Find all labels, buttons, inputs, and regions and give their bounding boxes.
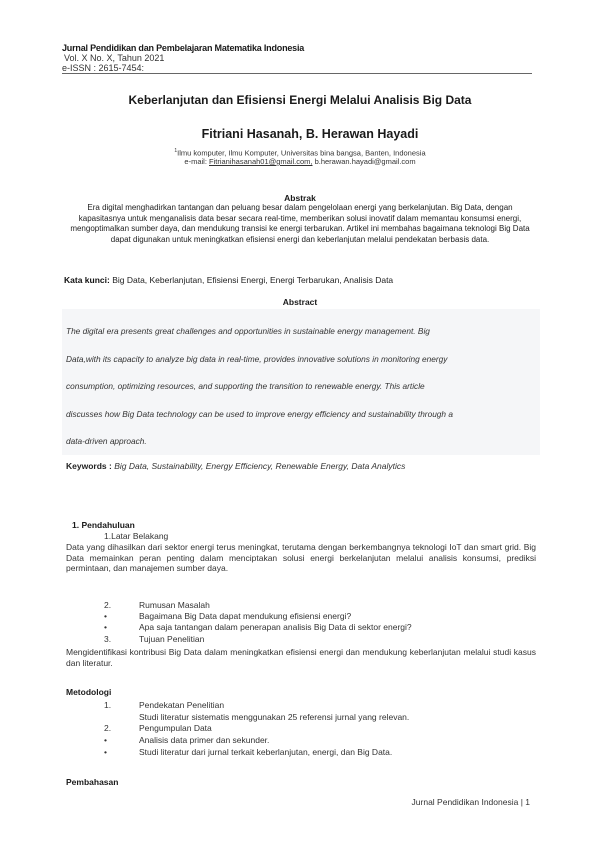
keywords [66, 461, 405, 471]
abstrak-body: Era digital menghadirkan tantangan dan peluang besar dalam pengelolaan energi yang berkelanjutan. Big Data, dengan kapasitasnya untuk menganalisis data besar secara real-time, memberikan solusi inovatif dalam memantau konsumsi energi, mengoptimalkan sumber daya, dan mendukung transisi ke energi terbarukan. Artikel ini membahas bagaimana teknologi Big Data dapat digunakan untuk meningkatkan efisiensi energi dan keberlanjutan melalui pendekatan berbasis data. [70, 203, 530, 244]
list-item: Analisis data primer dan sekunder. [139, 735, 270, 745]
kata-kunci-values: Big Data, Keberlanjutan, Efisiensi Energi, Energi Terbarukan, Analisis Data [109, 275, 394, 285]
abstract-body [66, 318, 540, 456]
list-item: Bagaimana Big Data dapat mendukung efisiensi energi? [139, 611, 352, 621]
email-2: b.herawan.hayadi@gmail.com [312, 157, 416, 166]
section-heading-pendahuluan: 1. Pendahuluan [72, 520, 135, 530]
paper-authors: Fitriani Hasanah, B. Herawan Hayadi [201, 127, 419, 141]
kata-kunci [64, 275, 393, 285]
bullet-icon: • [104, 747, 107, 757]
header-divider [62, 73, 532, 74]
journal-volume: Vol. X No. X, Tahun 2021 [64, 53, 165, 63]
subheading-latar-belakang: 1.Latar Belakang [104, 531, 169, 541]
author-emails [60, 157, 540, 166]
list-marker: 3. [104, 634, 112, 644]
list-marker: 1. [104, 700, 112, 710]
abstract-line: consumption, optimizing resources, and supporting the transition to renewable energy. This article [66, 381, 425, 391]
list-item-detail: Studi literatur sistematis menggunakan 25 referensi jurnal yang relevan. [139, 712, 410, 722]
affiliation-text: Ilmu komputer, Ilmu Komputer, Universitas bina bangsa, Banten, Indonesia [177, 148, 426, 158]
list-item-rumusan-masalah: Rumusan Masalah [139, 600, 210, 610]
page-footer: Jurnal Pendidikan Indonesia | 1 [411, 797, 530, 807]
email-label: e-mail: [184, 157, 209, 166]
abstract-line: data-driven approach. [66, 436, 147, 446]
bullet-icon: • [104, 735, 107, 745]
abstrak-heading: Abstrak [284, 193, 316, 203]
email-link-1[interactable]: Fitrianihasanah01@gmail.com, [209, 157, 313, 166]
list-item: Studi literatur dari jurnal terkait keberlanjutan, energi, dan Big Data. [139, 747, 393, 757]
keywords-label: Keywords : [66, 461, 112, 471]
list-item: Apa saja tantangan dalam penerapan analisis Big Data di sektor energi? [139, 622, 412, 632]
list-item-pengumpulan: Pengumpulan Data [139, 723, 212, 733]
abstract-heading: Abstract [282, 297, 318, 307]
abstract-line: discusses how Big Data technology can be used to improve energy efficiency and sustainability through a [66, 408, 453, 419]
keywords-values: Big Data, Sustainability, Energy Efficiency, Renewable Energy, Data Analytics [111, 461, 406, 471]
list-marker: 2. [104, 600, 112, 610]
abstract-line: The digital era presents great challenges and opportunities in sustainable energy management. Big [66, 326, 430, 336]
paper-title: Keberlanjutan dan Efisiensi Energi Melalui Analisis Big Data [128, 93, 472, 107]
journal-name: Jurnal Pendidikan dan Pembelajaran Matematika Indonesia [62, 43, 305, 53]
list-marker: 2. [104, 723, 112, 733]
bullet-icon: • [104, 611, 107, 621]
kata-kunci-label: Kata kunci: [64, 275, 110, 285]
bullet-icon: • [104, 622, 107, 632]
affiliation-marker: 1 [174, 148, 178, 154]
section-heading-metodologi: Metodologi [66, 687, 112, 697]
abstract-line: Data,with its capacity to analyze big data in real-time, provides innovative solutions in monitoring energy [66, 353, 448, 364]
paragraph-latar-belakang: Data yang dihasilkan dari sektor energi terus meningkat, terutama dengan berkembangnya teknologi IoT dan smart grid. Big Data memainkan peran penting dalam menciptakan solusi energi berkelanjutan melalui analisis konsumsi, prediksi permintaan, dan manajemen sumber daya. [66, 542, 536, 574]
list-item-pendekatan: Pendekatan Penelitian [139, 700, 225, 710]
journal-issn: e-ISSN : 2615-7454: [62, 63, 145, 73]
list-item-tujuan-penelitian: Tujuan Penelitian [139, 634, 205, 644]
section-heading-pembahasan: Pembahasan [66, 777, 119, 787]
paragraph-tujuan: Mengidentifikasi kontribusi Big Data dalam meningkatkan efisiensi energi dan mendukung keberlanjutan melalui studi kasus dan literatur. [66, 647, 536, 668]
